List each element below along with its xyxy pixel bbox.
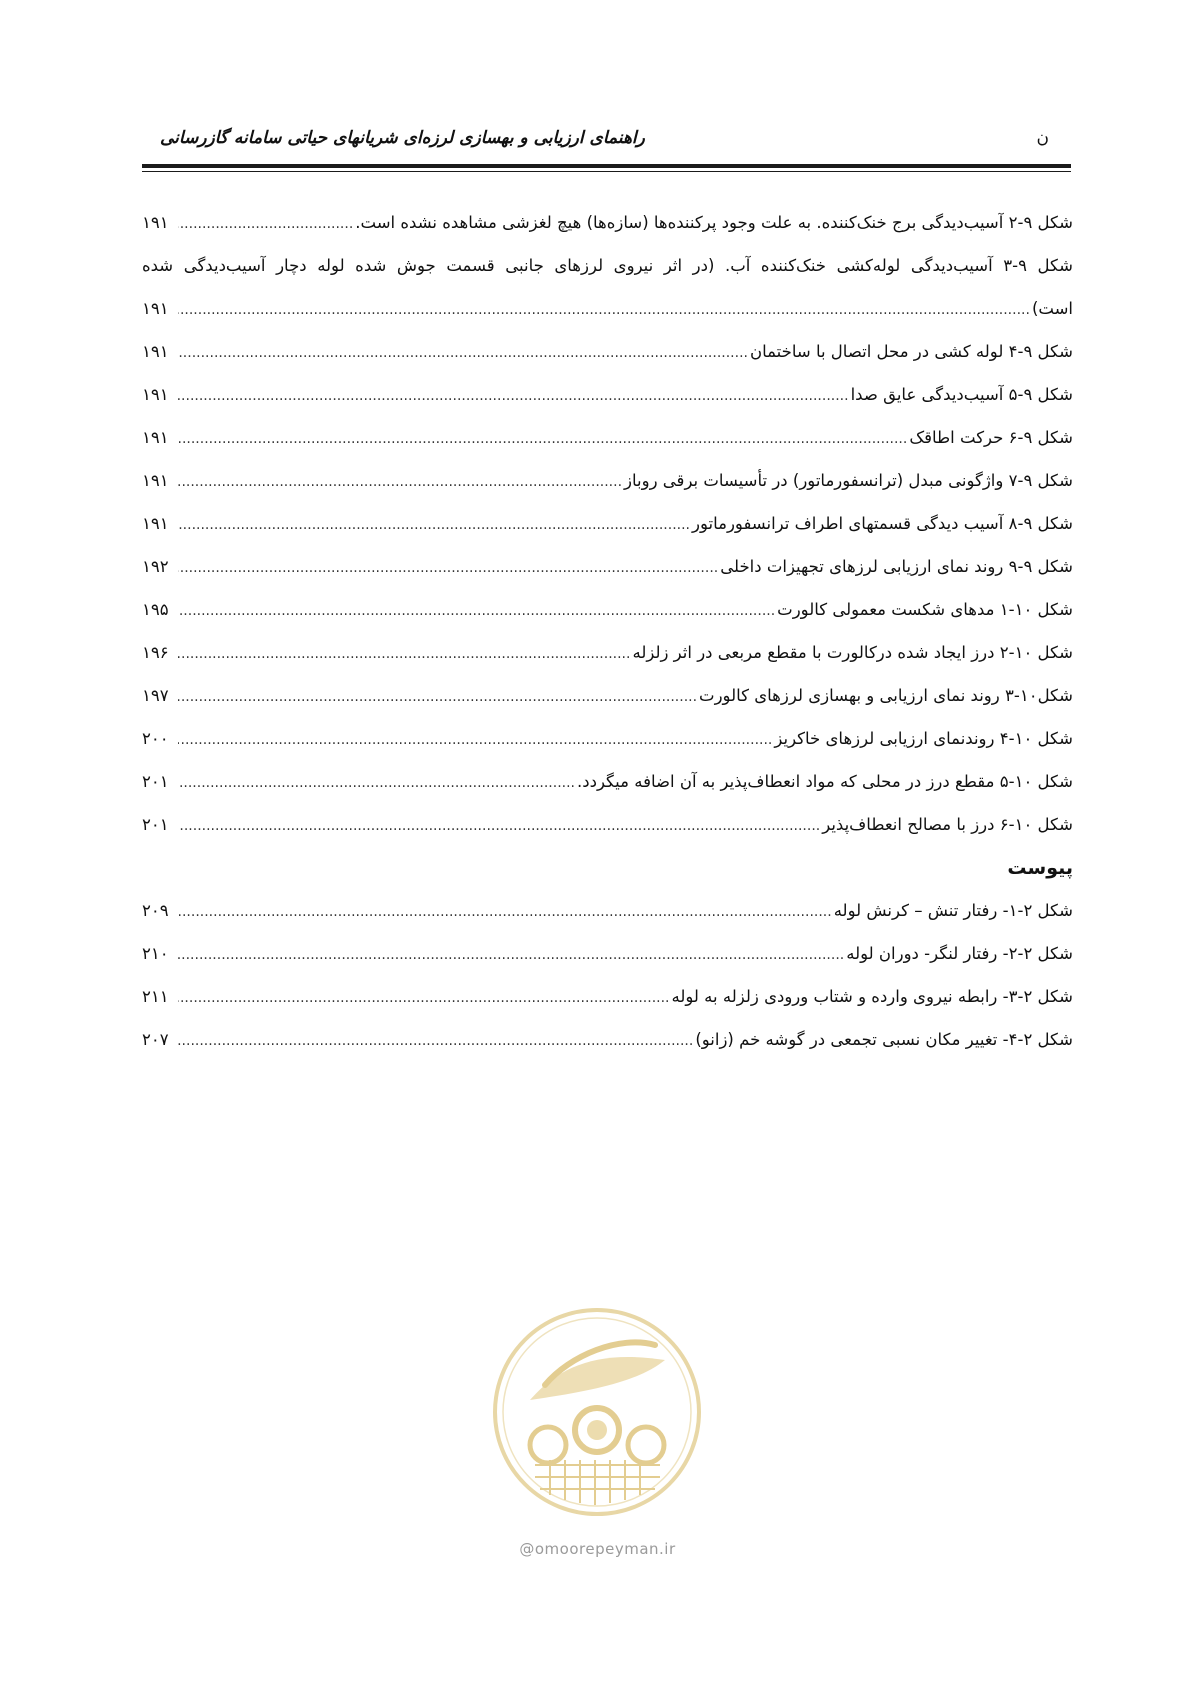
toc-entry-title: شکل ۲-۴- تغییر مکان نسبی تجمعی در گوشه خم (زانو) — [695, 1030, 1073, 1049]
header-rule-thick — [142, 164, 1071, 168]
dot-leader — [178, 686, 697, 708]
dot-leader — [178, 557, 718, 579]
toc-entry[interactable] — [142, 384, 1073, 427]
appendix-heading: پیوست — [1007, 857, 1073, 879]
toc-entry-title: شکل ۹-۲ آسیب‌دیدگی برج خنک‌کننده. به علت وجود پرکننده‌ها (سازه‌ها) هیچ لغزشی مشاهده نشده است. — [355, 213, 1073, 232]
toc-entry[interactable] — [142, 1029, 1073, 1072]
toc-entry-page: ۱۹۷ — [142, 686, 169, 705]
toc-entry-page: ۱۹۵ — [142, 600, 169, 619]
toc-entry-page: ۱۹۱ — [142, 428, 169, 447]
toc-entry-title: شکل۱۰-۳ روند نمای ارزیابی و بهسازی لرزهای کالورت — [699, 686, 1073, 705]
toc-entry[interactable] — [142, 212, 1073, 255]
toc-entry[interactable] — [142, 771, 1073, 814]
toc-entry-page: ۲۱۱ — [142, 987, 169, 1006]
dot-leader — [178, 213, 353, 235]
toc-entry[interactable] — [142, 427, 1073, 470]
toc-entry-title-line1: شکل ۹-۳ آسیب‌دیدگی لوله‌کشی خنک‌کننده آب. (در اثر نیروی لرزهای جانبی قسمت جوش شده لوله دچار آسیب‌دیدگی شده — [142, 256, 1073, 275]
toc-entry-title: شکل ۱۰-۲ درز ایجاد شده درکالورت با مقطع مربعی در اثر زلزله — [632, 643, 1073, 662]
toc-entry[interactable] — [142, 556, 1073, 599]
toc-entry-page: ۱۹۱ — [142, 299, 169, 318]
header-title: راهنمای ارزیابی و بهسازی لرزه‌ای شریانهای حیاتی سامانه گازرسانی — [160, 128, 645, 148]
dot-leader — [178, 944, 844, 966]
toc-entry[interactable] — [142, 642, 1073, 685]
toc-entry-title: شکل ۹-۸ آسیب دیدگی قسمتهای اطراف ترانسفورماتور — [692, 514, 1073, 533]
toc-entry-title: شکل ۹-۵ آسیب‌دیدگی عایق صدا — [850, 385, 1073, 404]
dot-leader — [178, 385, 849, 407]
toc-entry-title: شکل ۱۰-۶ درز با مصالح انعطاف‌پذیر — [822, 815, 1073, 834]
dot-leader — [178, 815, 820, 837]
toc-entry-page: ۱۹۱ — [142, 471, 169, 490]
header-rule-thin — [142, 171, 1071, 172]
figure-list — [142, 212, 1073, 1072]
dot-leader — [178, 299, 1030, 321]
toc-entry-title: شکل ۹-۹ روند نمای ارزیابی لرزهای تجهیزات داخلی — [720, 557, 1073, 576]
dot-leader — [178, 901, 832, 923]
dot-leader — [178, 772, 575, 794]
toc-entry-page: ۲۰۷ — [142, 1030, 169, 1049]
dot-leader — [178, 1030, 693, 1052]
dot-leader — [178, 514, 690, 536]
toc-entry-title: شکل ۲-۲- رفتار لنگر- دوران لوله — [846, 944, 1073, 963]
dot-leader — [178, 342, 748, 364]
toc-entry[interactable] — [142, 470, 1073, 513]
toc-entry[interactable] — [142, 599, 1073, 642]
toc-entry-multiline[interactable] — [142, 255, 1073, 341]
dot-leader — [178, 600, 775, 622]
dot-leader — [178, 729, 772, 751]
toc-entry[interactable] — [142, 900, 1073, 943]
watermark-logo — [490, 1305, 705, 1520]
toc-entry-title: شکل ۱۰-۱ مدهای شکست معمولی کالورت — [777, 600, 1073, 619]
toc-entry[interactable] — [142, 513, 1073, 556]
toc-entry-page: ۱۹۱ — [142, 385, 169, 404]
toc-entry-title: شکل ۲-۱- رفتار تنش – کرنش لوله — [833, 901, 1073, 920]
toc-entry-page: ۲۰۹ — [142, 901, 169, 920]
toc-entry-title: شکل ۹-۴ لوله کشی در محل اتصال با ساختمان — [749, 342, 1073, 361]
watermark-caption: @omoorepeyman.ir — [519, 1540, 676, 1558]
toc-entry[interactable] — [142, 341, 1073, 384]
toc-entry-page: ۲۰۰ — [142, 729, 169, 748]
toc-entry[interactable] — [142, 986, 1073, 1029]
toc-entry-title: شکل ۱۰-۴ روندنمای ارزیابی لرزهای خاکریز — [774, 729, 1073, 748]
header-page-letter: ن — [1036, 128, 1049, 148]
toc-entry[interactable] — [142, 728, 1073, 771]
toc-entry-title: شکل ۹-۶ حرکت اطاقک — [909, 428, 1073, 447]
toc-entry-title-line2: است) — [1031, 299, 1073, 318]
toc-entry-page: ۱۹۱ — [142, 213, 169, 232]
toc-entry-page: ۱۹۱ — [142, 514, 169, 533]
toc-entry[interactable] — [142, 814, 1073, 857]
toc-entry-page: ۲۱۰ — [142, 944, 169, 963]
toc-entry-title: شکل ۹-۷ واژگونی مبدل (ترانسفورماتور) در تأسیسات برقی روباز — [624, 471, 1073, 490]
toc-entry-title: شکل ۱۰-۵ مقطع درز در محلی که مواد انعطاف‌پذیر به آن اضافه میگردد. — [577, 772, 1073, 791]
dot-leader — [178, 643, 630, 665]
toc-entry[interactable] — [142, 943, 1073, 986]
running-header — [142, 128, 1071, 158]
toc-entry-title: شکل ۲-۳- رابطه نیروی وارده و شتاب ورودی زلزله به لوله — [671, 987, 1073, 1006]
toc-entry-page: ۲۰۱ — [142, 772, 169, 791]
toc-entry-page: ۱۹۲ — [142, 557, 169, 576]
toc-entry-page: ۲۰۱ — [142, 815, 169, 834]
toc-entry-page: ۱۹۶ — [142, 643, 169, 662]
toc-entry[interactable] — [142, 685, 1073, 728]
dot-leader — [178, 987, 670, 1009]
toc-entry-page: ۱۹۱ — [142, 342, 169, 361]
dot-leader — [178, 428, 907, 450]
dot-leader — [178, 471, 622, 493]
